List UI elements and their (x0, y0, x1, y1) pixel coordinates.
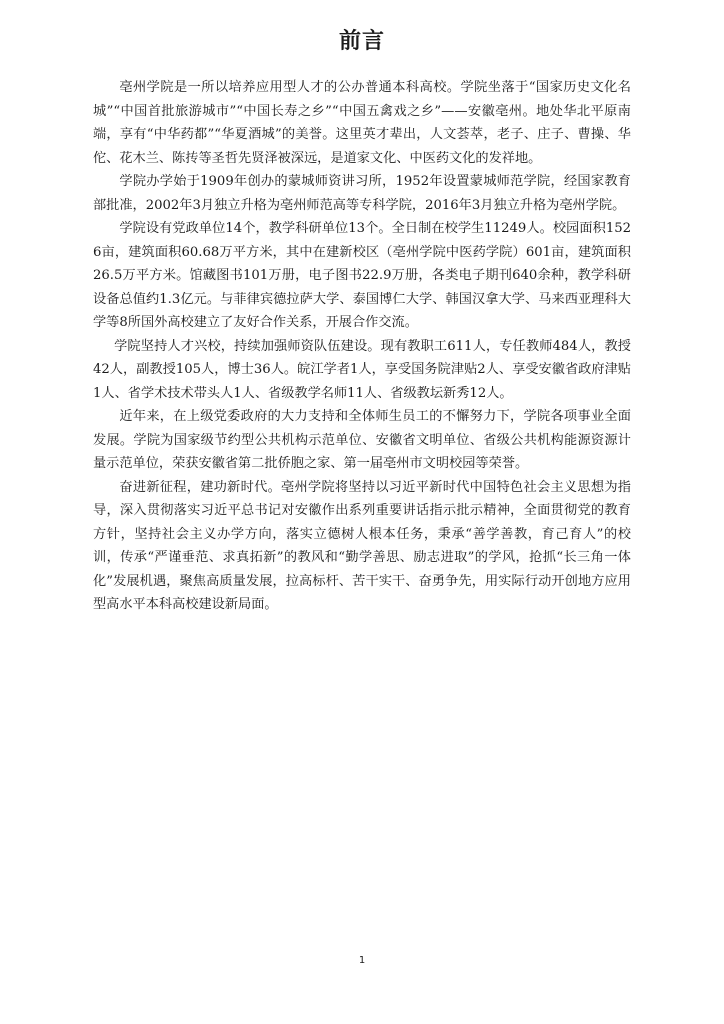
paragraph-achievements: 近年来，在上级党委政府的大力支持和全体师生员工的不懈努力下，学院各项事业全面发展。学院为国家级节约型公共机构示范单位、安徽省文明单位、省级公共机构能源资源计量示范单位，荣获安徽省第二批侨胞之家、第一届亳州市文明校园等荣誉。 (93, 409, 631, 471)
page-number: 1 (358, 955, 366, 966)
paragraph-history: 学院办学始于1909年创办的蒙城师资讲习所，1952年设置蒙城师范学院，经国家教育部批准，2002年3月独立升格为亳州师范高等专科学院，2016年3月独立升格为亳州学院。 (93, 174, 631, 213)
paragraph-intro: 亳州学院是一所以培养应用型人才的公办普通本科高校。学院坐落于“国家历史文化名城”“中国首批旅游城市”“中国长寿之乡”“中国五禽戏之乡”——安徽亳州。地处华北平原南端，享有“中华药都”“华夏酒城”的美誉。这里英才辈出，人文荟萃，老子、庄子、曹操、华佗、花木兰、陈抟等圣哲先贤泽被深远，是道家文化、中医药文化的发祥地。 (93, 80, 631, 166)
paragraph-scale: 学院设有党政单位14个，教学科研单位13个。全日制在校学生11249人。校园面积1526亩，建筑面积60.68万平方米，其中在建新校区（亳州学院中医药学院）601亩，建筑面积26.5万平方米。馆藏图书101万册，电子图书22.9万册，各类电子期刊640余种，教学科研设备总值约1.3亿元。与菲律宾德拉萨大学、泰国博仁大学、韩国汉拿大学、马来西亚理科大学等8所国外高校建立了友好合作关系，开展合作交流。 (93, 221, 631, 330)
paragraph-faculty: 学院坚持人才兴校，持续加强师资队伍建设。现有教职工611人，专任教师484人，教授42人，副教授105人，博士36人。皖江学者1人，享受国务院津贴2人、享受安徽省政府津贴1人、省学术技术带头人1人、省级教学名师11人、省级教坛新秀12人。 (93, 338, 631, 401)
body-text (93, 76, 631, 617)
paragraph-vision: 奋进新征程，建功新时代。亳州学院将坚持以习近平新时代中国特色社会主义思想为指导，深入贯彻落实习近平总书记对安徽作出系列重要讲话指示批示精神，全面贯彻党的教育方针，坚持社会主义办学方向，落实立德树人根本任务，秉承“善学善教，育己育人”的校训，传承“严谨垂范、求真拓新”的教风和“勤学善思、励志进取”的学风，抢抓“长三角一体化”发展机遇，聚焦高质量发展，拉高标杆、苦干实干、奋勇争先，用实际行动开创地方应用型高水平本科高校建设新局面。 (93, 479, 631, 612)
page-title: 前言 (338, 29, 385, 54)
